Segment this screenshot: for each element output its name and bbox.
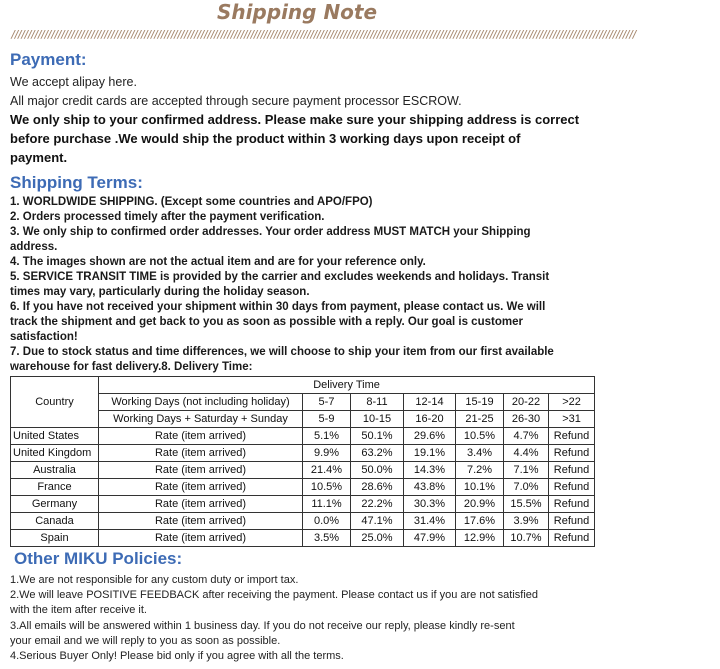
rate-cell: 7.0% bbox=[504, 479, 549, 496]
terms-line: track the shipment and get back to you as soon as possible with a reply. Our goal is customer bbox=[10, 316, 523, 328]
rate-cell: 14.3% bbox=[404, 462, 456, 479]
row-label: Working Days + Saturday + Sunday bbox=[99, 411, 303, 428]
rate-cell: 20.9% bbox=[456, 496, 504, 513]
country-cell: France bbox=[11, 479, 99, 496]
policy-line: 1.We are not responsible for any custom duty or import tax. bbox=[10, 574, 299, 586]
terms-line: 5. SERVICE TRANSIT TIME is provided by the carrier and excludes weekends and holidays. Transit bbox=[10, 271, 550, 283]
policy-line: 3.All emails will be answered within 1 business day. If you do not receive our reply, please kindly re-sent bbox=[10, 620, 515, 632]
rate-cell: 15.5% bbox=[504, 496, 549, 513]
rate-cell: 29.6% bbox=[404, 428, 456, 445]
terms-line: 2. Orders processed timely after the payment verification. bbox=[10, 211, 325, 223]
decorative-divider: //////////////////////////////////////////////////////////////////////////////////////////////////////////////////////////////////////////////////////////////////////////////////////////// bbox=[10, 28, 635, 41]
payment-line: We accept alipay here. bbox=[10, 75, 137, 89]
rate-cell: 7.1% bbox=[504, 462, 549, 479]
table-row bbox=[11, 496, 595, 513]
working-days-cell: 15-19 bbox=[456, 394, 504, 411]
working-days-cell: 12-14 bbox=[404, 394, 456, 411]
shipping-terms-heading: Shipping Terms: bbox=[10, 173, 143, 192]
policies-heading: Other MIKU Policies: bbox=[14, 549, 183, 568]
rate-cell: Refund bbox=[549, 496, 595, 513]
rate-cell: 5.1% bbox=[303, 428, 351, 445]
rate-label: Rate (item arrived) bbox=[99, 445, 303, 462]
policy-line: 4.Serious Buyer Only! Please bid only if you agree with all the terms. bbox=[10, 650, 344, 662]
working-days-cell: 20-22 bbox=[504, 394, 549, 411]
payment-note: before purchase .We would ship the product within 3 working days upon receipt of bbox=[10, 131, 521, 146]
rate-cell: 21.4% bbox=[303, 462, 351, 479]
table-row bbox=[11, 479, 595, 496]
table-row bbox=[11, 530, 595, 547]
rate-cell: 47.1% bbox=[351, 513, 404, 530]
table-row bbox=[11, 428, 595, 445]
payment-note: We only ship to your confirmed address. Please make sure your shipping address is correct bbox=[10, 112, 580, 127]
rate-cell: 7.2% bbox=[456, 462, 504, 479]
rate-cell: 4.7% bbox=[504, 428, 549, 445]
payment-heading: Payment: bbox=[10, 50, 87, 69]
terms-line: 3. We only ship to confirmed order addresses. Your order address MUST MATCH your Shipping bbox=[10, 226, 531, 238]
rate-cell: 3.9% bbox=[504, 513, 549, 530]
terms-line: times may vary, particularly during the holiday season. bbox=[10, 286, 310, 298]
working-days-cell: 5-7 bbox=[303, 394, 351, 411]
weekend-days-cell: >31 bbox=[549, 411, 595, 428]
rate-label: Rate (item arrived) bbox=[99, 428, 303, 445]
weekend-days-cell: 26-30 bbox=[504, 411, 549, 428]
rate-cell: Refund bbox=[549, 462, 595, 479]
rate-cell: 25.0% bbox=[351, 530, 404, 547]
rate-cell: 31.4% bbox=[404, 513, 456, 530]
rate-cell: Refund bbox=[549, 513, 595, 530]
country-cell: United States bbox=[11, 428, 99, 445]
rate-cell: Refund bbox=[549, 445, 595, 462]
page-title: Shipping Note bbox=[216, 0, 378, 24]
rate-cell: 0.0% bbox=[303, 513, 351, 530]
policy-line: your email and we will reply to you as soon as possible. bbox=[10, 635, 281, 647]
terms-line: satisfaction! bbox=[10, 331, 78, 343]
rate-cell: 30.3% bbox=[404, 496, 456, 513]
rate-cell: 43.8% bbox=[404, 479, 456, 496]
working-days-cell: >22 bbox=[549, 394, 595, 411]
rate-cell: 9.9% bbox=[303, 445, 351, 462]
country-cell: United Kingdom bbox=[11, 445, 99, 462]
rate-cell: 10.1% bbox=[456, 479, 504, 496]
delivery-time-header: Delivery Time bbox=[99, 377, 595, 394]
rate-label: Rate (item arrived) bbox=[99, 479, 303, 496]
terms-line: address. bbox=[10, 241, 58, 253]
policy-line: with the item after receive it. bbox=[10, 604, 147, 616]
rate-label: Rate (item arrived) bbox=[99, 462, 303, 479]
policy-line: 2.We will leave POSITIVE FEEDBACK after receiving the payment. Please contact us if you are not satisfied bbox=[10, 589, 539, 601]
rate-cell: 19.1% bbox=[404, 445, 456, 462]
rate-cell: Refund bbox=[549, 530, 595, 547]
country-header: Country bbox=[11, 377, 99, 428]
terms-line: warehouse for fast delivery.8. Delivery Time: bbox=[10, 361, 253, 373]
rate-cell: 47.9% bbox=[404, 530, 456, 547]
weekend-days-cell: 10-15 bbox=[351, 411, 404, 428]
rate-cell: 22.2% bbox=[351, 496, 404, 513]
rate-label: Rate (item arrived) bbox=[99, 496, 303, 513]
rate-cell: 10.5% bbox=[456, 428, 504, 445]
terms-line: 7. Due to stock status and time differences, we will choose to ship your item from our first available bbox=[10, 346, 554, 358]
rate-cell: 63.2% bbox=[351, 445, 404, 462]
rate-cell: 10.7% bbox=[504, 530, 549, 547]
rate-cell: 11.1% bbox=[303, 496, 351, 513]
rate-cell: 10.5% bbox=[303, 479, 351, 496]
delivery-time-table bbox=[10, 376, 595, 547]
weekend-days-cell: 16-20 bbox=[404, 411, 456, 428]
country-cell: Spain bbox=[11, 530, 99, 547]
rate-label: Rate (item arrived) bbox=[99, 513, 303, 530]
table-row bbox=[11, 445, 595, 462]
rate-label: Rate (item arrived) bbox=[99, 530, 303, 547]
country-cell: Canada bbox=[11, 513, 99, 530]
terms-line: 1. WORLDWIDE SHIPPING. (Except some countries and APO/FPO) bbox=[10, 196, 373, 208]
rate-cell: 12.9% bbox=[456, 530, 504, 547]
table-row bbox=[11, 462, 595, 479]
rate-cell: 3.4% bbox=[456, 445, 504, 462]
working-days-cell: 8-11 bbox=[351, 394, 404, 411]
payment-line: All major credit cards are accepted through secure payment processor ESCROW. bbox=[10, 94, 462, 108]
rate-cell: 50.0% bbox=[351, 462, 404, 479]
rate-cell: 50.1% bbox=[351, 428, 404, 445]
row-label: Working Days (not including holiday) bbox=[99, 394, 303, 411]
rate-cell: 17.6% bbox=[456, 513, 504, 530]
weekend-days-cell: 21-25 bbox=[456, 411, 504, 428]
terms-line: 4. The images shown are not the actual item and are for your reference only. bbox=[10, 256, 426, 268]
terms-line: 6. If you have not received your shipment within 30 days from payment, please contact us. We will bbox=[10, 301, 546, 313]
table-row bbox=[11, 513, 595, 530]
weekend-days-cell: 5-9 bbox=[303, 411, 351, 428]
payment-note: payment. bbox=[10, 150, 68, 165]
rate-cell: Refund bbox=[549, 428, 595, 445]
rate-cell: 3.5% bbox=[303, 530, 351, 547]
country-cell: Germany bbox=[11, 496, 99, 513]
rate-cell: 28.6% bbox=[351, 479, 404, 496]
rate-cell: Refund bbox=[549, 479, 595, 496]
country-cell: Australia bbox=[11, 462, 99, 479]
rate-cell: 4.4% bbox=[504, 445, 549, 462]
